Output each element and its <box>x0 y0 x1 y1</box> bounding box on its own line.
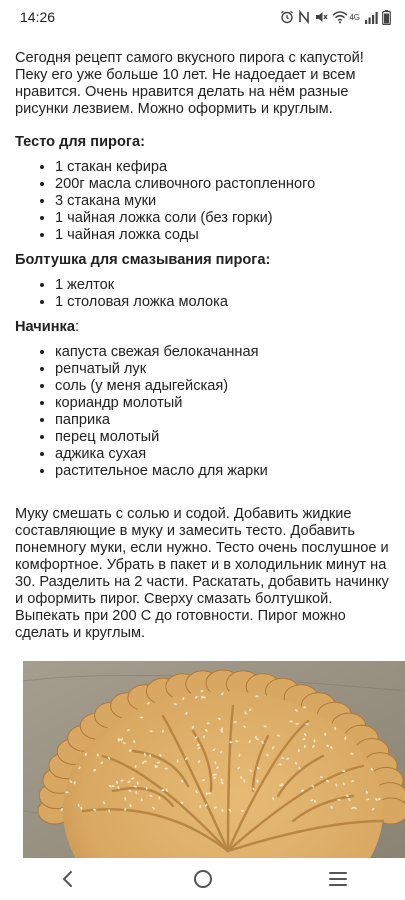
status-time: 14:26 <box>20 9 56 25</box>
pie-image <box>23 661 405 858</box>
pie-photo[interactable] <box>23 661 405 858</box>
back-icon <box>61 870 75 888</box>
nfc-icon <box>298 10 310 24</box>
sesame-seed <box>324 733 326 736</box>
recents-icon <box>328 871 348 887</box>
filling-heading <box>15 319 395 336</box>
home-button[interactable] <box>183 859 223 899</box>
list-item: • 1 чайная ложка соли (без горки) <box>55 210 395 227</box>
list-item: • перец молотый <box>55 429 395 446</box>
list-item: • капуста свежая белокачанная <box>55 344 395 361</box>
list-item: • 1 столовая ложка молока <box>55 294 395 311</box>
glaze-list <box>15 277 395 311</box>
sesame-seed <box>137 782 139 785</box>
dough-heading: Тесто для пирога: <box>15 134 145 150</box>
list-item: • 1 чайная ложка соды <box>55 227 395 244</box>
network-label: 4G <box>349 12 360 22</box>
list-item: • аджика сухая <box>55 446 395 463</box>
wifi-icon <box>332 10 348 24</box>
filling-heading-text: Начинка <box>15 319 75 335</box>
glaze-heading: Болтушка для смазывания пирога: <box>15 252 271 268</box>
list-item: • паприка <box>55 412 395 429</box>
alarm-icon <box>280 10 294 24</box>
recents-button[interactable] <box>318 859 358 899</box>
article[interactable] <box>0 34 405 858</box>
sesame-seed <box>161 789 164 791</box>
method-paragraph: Муку смешать с солью и содой. Добавить жидкие составляющие в муку и замесить тесто. Добавить понемногу муки, если нужно. Тесто очень послушное и комфортное. Убрать в пакет и в холодильник минут на 30. Разделить на 2 части. Раскатать, добавить начинку и оформить пирог. Сверху смазать болтушкой. Выпекать при 200 С до готовности. Пирог можно сделать и круглым. <box>15 506 389 641</box>
mute-icon <box>314 10 328 24</box>
list-item: • репчатый лук <box>55 361 395 378</box>
back-button[interactable] <box>48 859 88 899</box>
list-item: • 1 стакан кефира <box>55 159 395 176</box>
navigation-bar <box>0 858 405 900</box>
status-bar <box>0 0 405 34</box>
filling-list <box>15 344 395 480</box>
intro-paragraph: Сегодня рецепт самого вкусного пирога с капустой! Пеку его уже больше 10 лет. Не надоедает и всем нравится. Очень нравится делать на нём разные рисунки лезвием. Можно оформить и круглым. <box>15 50 364 117</box>
home-icon <box>193 869 213 889</box>
list-item: • 3 стакана муки <box>55 193 395 210</box>
battery-icon <box>382 10 391 25</box>
list-item: • кориандр молотый <box>55 395 395 412</box>
list-item: • соль (у меня адыгейская) <box>55 378 395 395</box>
dough-list <box>15 159 395 244</box>
signal-icon <box>364 11 378 24</box>
list-item: • растительное масло для жарки <box>55 463 395 480</box>
filling-heading-colon: : <box>74 319 80 335</box>
article-content <box>0 34 405 642</box>
list-item: • 1 желток <box>55 277 395 294</box>
list-item: • 200г масла сливочного растопленного <box>55 176 395 193</box>
status-icons <box>280 10 391 25</box>
